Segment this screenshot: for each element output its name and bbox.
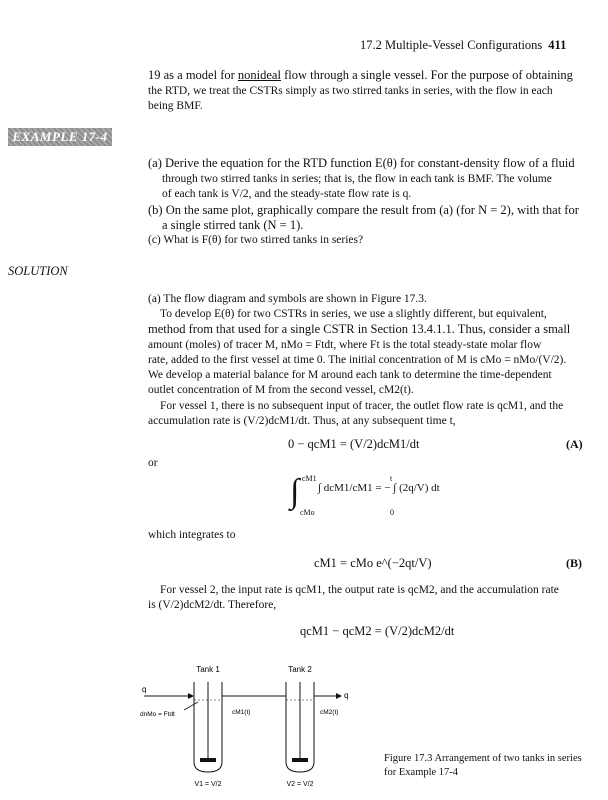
integral-lower-2: 0 [390, 508, 394, 517]
intro-text-b: nonideal [237, 68, 281, 82]
solution-label: SOLUTION [8, 264, 68, 278]
tank-diagram [140, 660, 370, 790]
integral-upper-2: t [390, 474, 393, 483]
solution-line-6: We develop a material balance for M around each tank to determine the time-dependent [148, 369, 552, 381]
solution-line-8: For vessel 1, there is no subsequent input of tracer, the outlet flow rate is qcM1, and the [160, 400, 564, 412]
or-text: or [148, 457, 158, 469]
integral-lower-1: cMo [300, 508, 315, 517]
figure-17-3 [140, 660, 370, 790]
running-header [360, 38, 566, 53]
figure-caption-1: Figure 17.3 Arrangement of two tanks in series [384, 753, 582, 764]
example-part-a-2: through two stirred tanks in series; that is, the flow in each tank is BMF. The volume [162, 173, 552, 185]
v1-label: V1 = V/2 [194, 781, 222, 788]
c2-label: cM2(t) [320, 709, 339, 716]
tank2-stirrer-blade [292, 758, 308, 762]
solution-line-7: outlet concentration of M from the second vessel, cM2(t). [148, 384, 414, 396]
example-part-a-1: (a) Derive the equation for the RTD function E(θ) for constant-density flow of a fluid [148, 156, 575, 170]
inlet-arrowhead [188, 693, 194, 699]
integral-sign-1: ∫ [290, 473, 300, 510]
tracer-label: dnMo = Ftdt [140, 711, 175, 718]
integral-body [318, 478, 458, 496]
intro-text-a: 19 as a model for [148, 68, 238, 82]
vessel2-line-1: For vessel 2, the input rate is qcM1, the output rate is qcM2, and the accumulation rate [160, 584, 559, 596]
integral-text: ∫ dcM1/cM1 = − ∫ (2q/V) dt [318, 482, 440, 494]
c1-label: cM1(t) [232, 709, 251, 716]
example-part-c: (c) What is F(θ) for two stirred tanks in series? [148, 234, 364, 246]
tracer-line [184, 702, 198, 710]
intro-line-2: the RTD, we treat the CSTRs simply as two stirred tanks in series, with the flow in each [148, 85, 553, 97]
v2-label: V2 = V/2 [286, 781, 314, 788]
example-part-a-3: of each tank is V/2, and the steady-state flow rate is q. [162, 188, 412, 200]
example-part-b-1: (b) On the same plot, graphically compare the result from (a) (for N = 2), with that for [148, 203, 579, 217]
intro-line-1 [148, 68, 578, 83]
q-out-label: q [344, 691, 349, 700]
tank1-label: Tank 1 [196, 665, 220, 674]
solution-line-3: method from that used for a single CSTR in Section 13.4.1.1. Thus, consider a small [148, 322, 571, 336]
equation-a-label: (A) [566, 437, 583, 451]
outlet-arrowhead [336, 693, 342, 699]
solution-line-5: rate, added to the first vessel at time 0. The initial concentration of M is cMo = nMo/(V/2). [148, 354, 567, 366]
tank1-stirrer-blade [200, 758, 216, 762]
intro-line-3: being BMF. [148, 100, 203, 112]
solution-line-9: accumulation rate is (V/2)dcM1/dt. Thus, at any subsequent time t, [148, 415, 456, 427]
section-title: 17.2 Multiple-Vessel Configurations [360, 38, 543, 52]
example-part-b-2: a single stirred tank (N = 1). [162, 218, 304, 232]
equation-a: 0 − qcM1 = (V/2)dcM1/dt [288, 437, 420, 451]
intro-text-c: flow through a single vessel. For the purpose of obtaining [280, 68, 573, 82]
tank2-label: Tank 2 [288, 665, 312, 674]
integrates-text: which integrates to [148, 529, 236, 541]
q-in-label: q [142, 685, 147, 694]
solution-line-2: To develop E(θ) for two CSTRs in series, we use a slightly different, but equivalent, [160, 308, 547, 320]
integral-upper-1: cM1 [302, 474, 317, 483]
equation-b-label: (B) [566, 556, 582, 570]
solution-line-1: (a) The flow diagram and symbols are shown in Figure 17.3. [148, 293, 427, 305]
integral-equation [290, 474, 440, 524]
page-number: 411 [548, 38, 567, 52]
equation-b: cM1 = cMo e^(−2qt/V) [314, 556, 432, 570]
equation-c: qcM1 − qcM2 = (V/2)dcM2/dt [300, 624, 455, 638]
example-badge: EXAMPLE 17-4 [8, 128, 112, 146]
solution-line-4: amount (moles) of tracer M, nMo = Ftdt, where Ft is the total steady-state molar flow [148, 339, 542, 351]
figure-caption-2: for Example 17-4 [384, 767, 459, 778]
vessel2-line-2: is (V/2)dcM2/dt. Therefore, [148, 599, 277, 611]
